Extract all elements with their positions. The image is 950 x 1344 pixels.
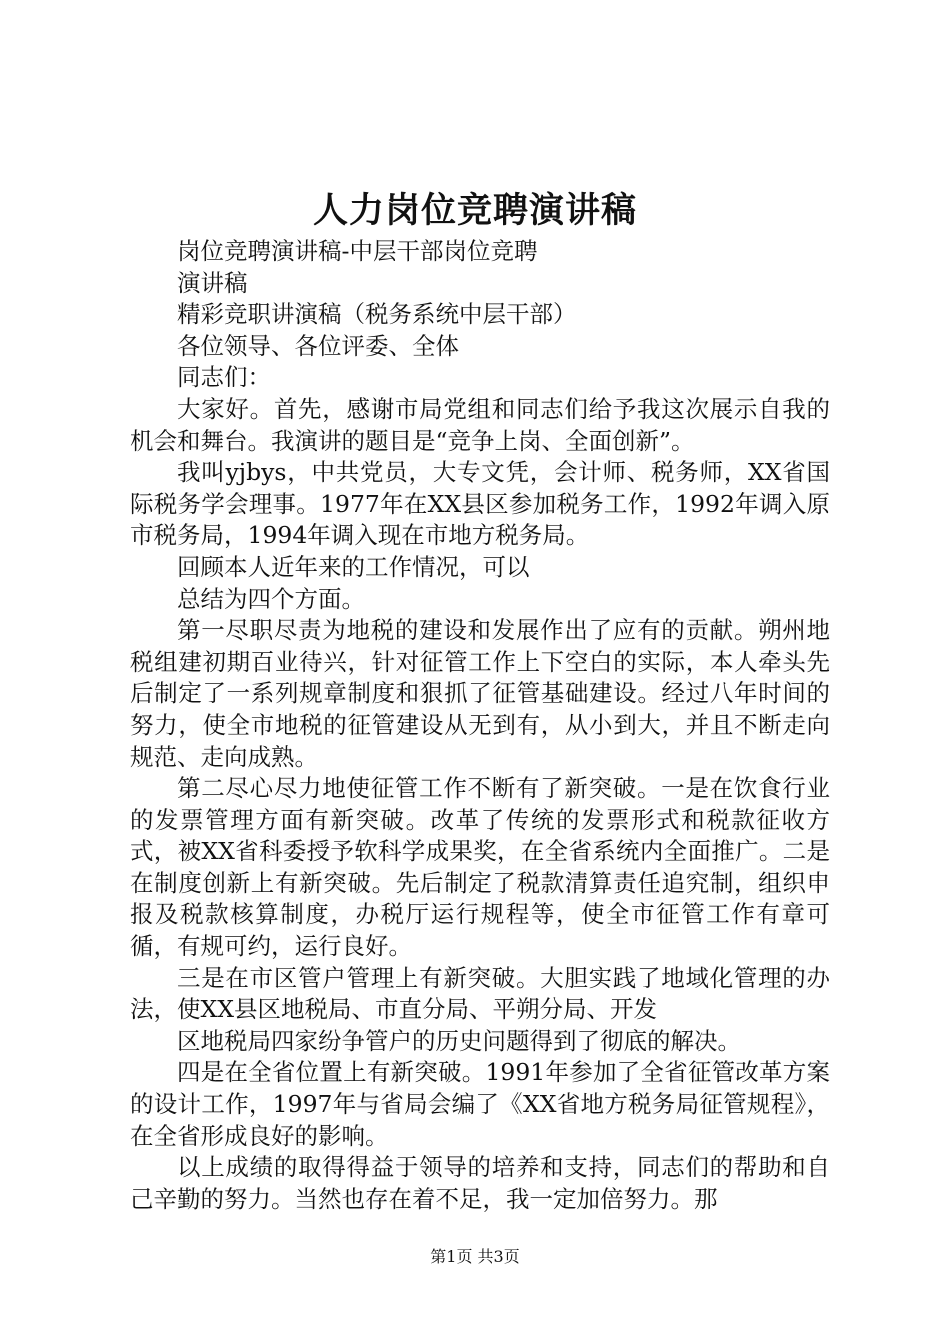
document-body xyxy=(130,236,830,1215)
paragraph: 第一尽职尽责为地税的建设和发展作出了应有的贡献。朔州地税组建初期百业待兴，针对征管工作上下空白的实际，本人牵头先后制定了一系列规章制度和狠抓了征管基础建设。经过八年时间的努力，使全市地税的征管建设从无到有，从小到大，并且不断走向规范、走向成熟。 xyxy=(130,616,830,771)
paragraph: 回顾本人近年来的工作情况，可以 xyxy=(177,552,530,581)
paragraph: 精彩竞职讲演稿（税务系统中层干部） xyxy=(177,300,577,329)
page-footer: 第1页 共3页 xyxy=(430,1247,520,1266)
paragraph: 大家好。首先，感谢市局党组和同志们给予我这次展示自我的机会和舞台。我演讲的题目是“竞争上岗、全面创新”。 xyxy=(130,394,830,455)
paragraph: 演讲稿 xyxy=(177,268,248,297)
paragraph: 四是在全省位置上有新突破。1991年参加了全省征管改革方案的设计工作，1997年与省局会编了《XX省地方税务局征管规程》，在全省形成良好的影响。 xyxy=(130,1058,830,1150)
paragraph: 以上成绩的取得得益于领导的培养和支持，同志们的帮助和自己辛勤的努力。当然也存在着不足，我一定加倍努力。那 xyxy=(130,1153,830,1213)
paragraph: 区地税局四家纷争管户的历史问题得到了彻底的解决。 xyxy=(177,1026,741,1055)
paragraph: 岗位竞聘演讲稿-中层干部岗位竞聘 xyxy=(177,237,538,265)
paragraph: 各位领导、各位评委、全体 xyxy=(177,331,459,360)
paragraph: 三是在市区管户管理上有新突破。大胆实践了地域化管理的办法，使XX县区地税局、市直分局、平朔分局、开发 xyxy=(130,963,830,1024)
paragraph: 同志们： xyxy=(177,363,271,392)
paragraph: 我叫yjbys，中共党员，大专文凭，会计师、税务师，XX省国际税务学会理事。1977年在XX县区参加税务工作，1992年调入原市税务局，1994年调入现在市地方税务局。 xyxy=(130,458,830,550)
paragraph: 总结为四个方面。 xyxy=(177,584,365,613)
document-title: 人力岗位竞聘演讲稿 xyxy=(312,191,637,231)
paragraph: 第二尽心尽力地使征管工作不断有了新突破。一是在饮食行业的发票管理方面有新突破。改革了传统的发票形式和税款征收方式，被XX省科委授予软科学成果奖，在全省系统内全面推广。二是在制度创新上有新突破。先后制定了税款清算责任追究制，组织申报及税款核算制度，办税厅运行规程等，使全市征管工作有章可循，有规可约，运行良好。 xyxy=(130,774,830,961)
